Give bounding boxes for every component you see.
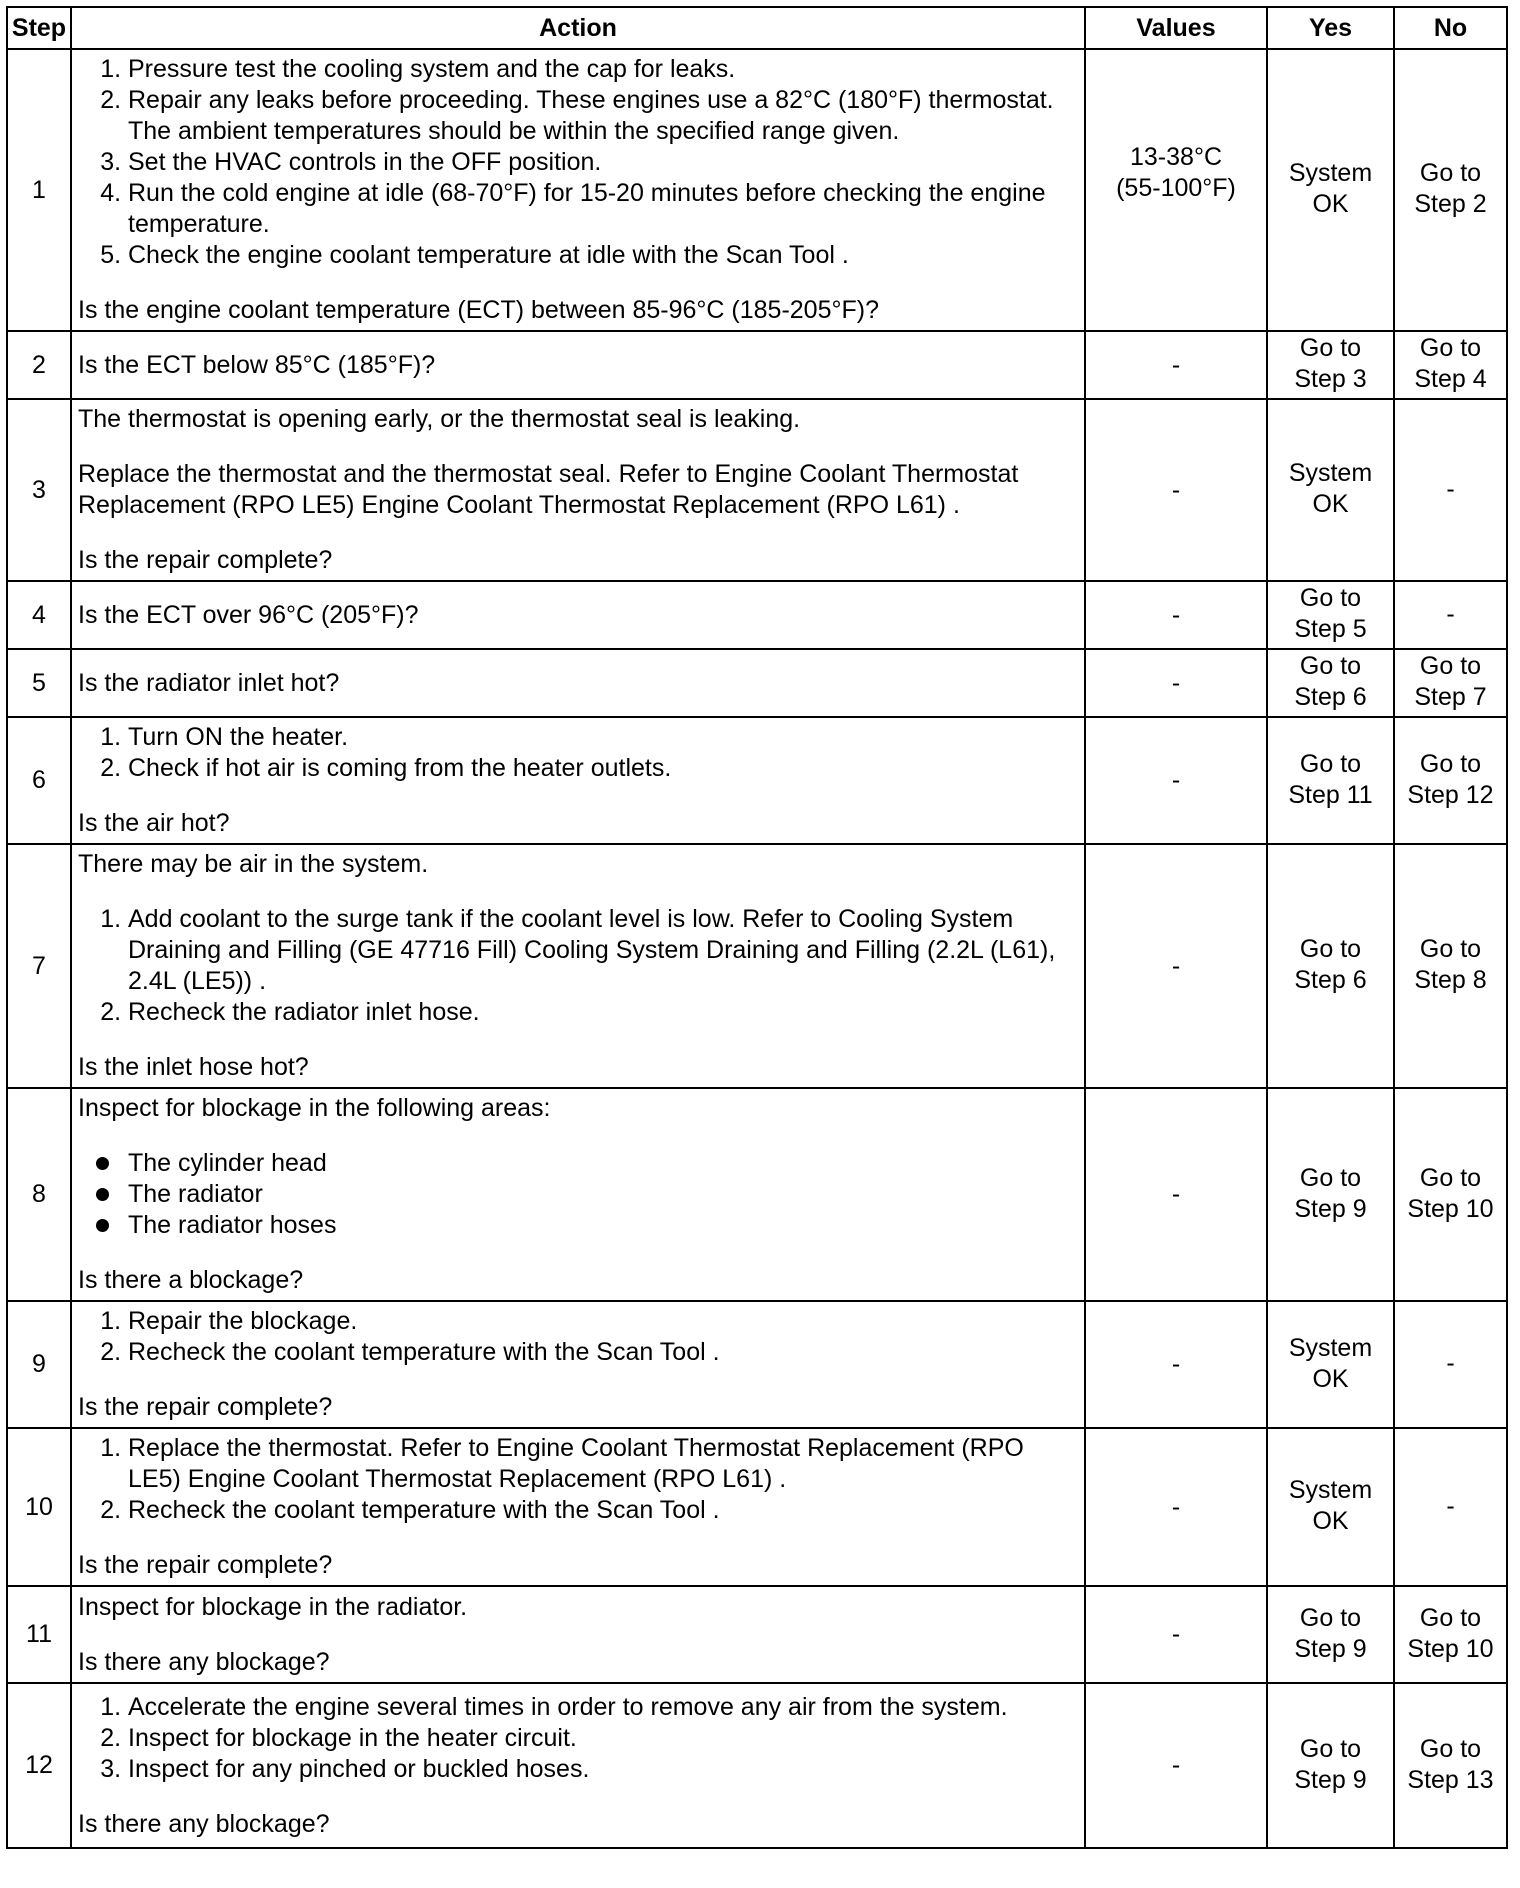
action-question: Is the ECT below 85°C (185°F)? [78, 350, 436, 379]
no-result: Go to Step 7 [1394, 649, 1507, 717]
header-no: No [1394, 7, 1507, 49]
action-step: 2. Recheck the radiator inlet hose. [128, 997, 1078, 1028]
list-item: The radiator [128, 1179, 1078, 1210]
value-cell: - [1085, 1088, 1267, 1301]
table-row [7, 1088, 1507, 1301]
yes-result: System OK [1267, 1428, 1394, 1586]
action-cell [71, 717, 1085, 844]
action-step: 1. Replace the thermostat. Refer to Engine Coolant Thermostat Replacement (RPO LE5) Engine Coolant Thermostat Replacement (RPO L61) . [128, 1433, 1078, 1495]
step-number: 1 [7, 49, 71, 331]
action-cell [71, 1683, 1085, 1848]
yes-result: Go to Step 9 [1267, 1088, 1394, 1301]
value-cell: - [1085, 1428, 1267, 1586]
action-cell [71, 1586, 1085, 1683]
header-yes: Yes [1267, 7, 1394, 49]
value-cell: - [1085, 581, 1267, 649]
action-question: Is there any blockage? [78, 1809, 330, 1838]
step-number: 3 [7, 399, 71, 581]
action-intro: Inspect for blockage in the following areas: [78, 1094, 551, 1122]
step-number: 9 [7, 1301, 71, 1428]
action-question: Is there a blockage? [78, 1266, 304, 1294]
action-question: Is there any blockage? [78, 1647, 330, 1676]
table-row [7, 1586, 1507, 1683]
action-intro: The thermostat is opening early, or the thermostat seal is leaking. [78, 405, 801, 433]
action-step: 2. Recheck the coolant temperature with the Scan Tool . [128, 1495, 1078, 1526]
value-cell: - [1085, 649, 1267, 717]
action-cell [71, 1428, 1085, 1586]
action-step: 2. Recheck the coolant temperature with the Scan Tool . [128, 1337, 1078, 1368]
action-cell [71, 649, 1085, 717]
yes-result: Go to Step 9 [1267, 1586, 1394, 1683]
action-intro: There may be air in the system. [78, 850, 429, 878]
action-question: Is the engine coolant temperature (ECT) between 85-96°C (185-205°F)? [78, 296, 879, 324]
yes-result: Go to Step 9 [1267, 1683, 1394, 1848]
header-row [7, 7, 1507, 49]
action-cell [71, 1088, 1085, 1301]
no-result: Go to Step 10 [1394, 1088, 1507, 1301]
step-number: 10 [7, 1428, 71, 1586]
no-result: Go to Step 2 [1394, 49, 1507, 331]
table-row [7, 844, 1507, 1088]
no-result: Go to Step 13 [1394, 1683, 1507, 1848]
action-note: Replace the thermostat and the thermostat seal. Refer to Engine Coolant Thermostat Replacement (RPO LE5) Engine Coolant Thermostat Replacement (RPO L61) . [78, 460, 1019, 519]
value-cell: - [1085, 1586, 1267, 1683]
step-number: 7 [7, 844, 71, 1088]
action-step: 2. Repair any leaks before proceeding. These engines use a 82°C (180°F) thermostat. The ambient temperatures should be within the specified range given. [128, 85, 1078, 147]
header-step: Step [7, 7, 71, 49]
value-cell: - [1085, 844, 1267, 1088]
action-step: 1. Accelerate the engine several times in order to remove any air from the system. [128, 1692, 1078, 1723]
yes-result: Go to Step 3 [1267, 331, 1394, 399]
action-question: Is the air hot? [78, 809, 230, 837]
no-result: Go to Step 12 [1394, 717, 1507, 844]
action-steps [78, 1433, 1078, 1526]
yes-result: System OK [1267, 49, 1394, 331]
step-number: 11 [7, 1586, 71, 1683]
no-result: - [1394, 1301, 1507, 1428]
blockage-areas-list [78, 1148, 1078, 1241]
action-step: 3. Set the HVAC controls in the OFF position. [128, 147, 1078, 178]
step-number: 6 [7, 717, 71, 844]
table-row [7, 717, 1507, 844]
no-result: - [1394, 1428, 1507, 1586]
action-question: Is the radiator inlet hot? [78, 668, 340, 697]
action-steps [78, 1692, 1078, 1785]
action-question: Is the repair complete? [78, 546, 333, 574]
action-step: 1. Repair the blockage. [128, 1306, 1078, 1337]
yes-result: System OK [1267, 1301, 1394, 1428]
diagnostic-table [6, 6, 1508, 1849]
step-number: 5 [7, 649, 71, 717]
action-step: 3. Inspect for any pinched or buckled hoses. [128, 1754, 1078, 1785]
step-number: 8 [7, 1088, 71, 1301]
action-step: 1. Pressure test the cooling system and the cap for leaks. [128, 54, 1078, 85]
table-row [7, 1301, 1507, 1428]
action-step: 4. Run the cold engine at idle (68-70°F) for 15-20 minutes before checking the engine temperature. [128, 178, 1078, 240]
action-question: Is the ECT over 96°C (205°F)? [78, 600, 419, 629]
list-item: The radiator hoses [128, 1210, 1078, 1241]
step-number: 12 [7, 1683, 71, 1848]
yes-result: System OK [1267, 399, 1394, 581]
action-step: 2. Inspect for blockage in the heater circuit. [128, 1723, 1078, 1754]
action-step: 5. Check the engine coolant temperature at idle with the Scan Tool . [128, 240, 1078, 271]
value-cell: - [1085, 331, 1267, 399]
no-result: Go to Step 10 [1394, 1586, 1507, 1683]
yes-result: Go to Step 5 [1267, 581, 1394, 649]
value-cell: - [1085, 717, 1267, 844]
value-cell: 13-38°C (55-100°F) [1085, 49, 1267, 331]
action-step: 1. Turn ON the heater. [128, 722, 1078, 753]
table-row [7, 1428, 1507, 1586]
action-step: 2. Check if hot air is coming from the heater outlets. [128, 753, 1078, 784]
step-number: 2 [7, 331, 71, 399]
table-row [7, 399, 1507, 581]
no-result: Go to Step 8 [1394, 844, 1507, 1088]
action-cell [71, 581, 1085, 649]
no-result: Go to Step 4 [1394, 331, 1507, 399]
table-row [7, 1683, 1507, 1848]
action-cell [71, 399, 1085, 581]
table-row [7, 649, 1507, 717]
action-steps [78, 1306, 1078, 1368]
yes-result: Go to Step 6 [1267, 649, 1394, 717]
action-question: Is the repair complete? [78, 1551, 333, 1579]
step-number: 4 [7, 581, 71, 649]
value-cell: - [1085, 1301, 1267, 1428]
no-result: - [1394, 581, 1507, 649]
header-values: Values [1085, 7, 1267, 49]
action-step: 1. Add coolant to the surge tank if the coolant level is low. Refer to Cooling System Draining and Filling (GE 47716 Fill) Cooling System Draining and Filling (2.2L (L61), 2.4L (LE5)) . [128, 904, 1078, 997]
action-question: Is the inlet hose hot? [78, 1053, 309, 1081]
action-cell [71, 331, 1085, 399]
action-intro: Inspect for blockage in the radiator. [78, 1592, 468, 1621]
action-cell [71, 49, 1085, 331]
value-cell: - [1085, 1683, 1267, 1848]
no-result: - [1394, 399, 1507, 581]
action-question: Is the repair complete? [78, 1393, 333, 1421]
table-row [7, 49, 1507, 331]
yes-result: Go to Step 11 [1267, 717, 1394, 844]
list-item: The cylinder head [128, 1148, 1078, 1179]
action-cell [71, 1301, 1085, 1428]
table-row [7, 581, 1507, 649]
value-cell: - [1085, 399, 1267, 581]
action-cell [71, 844, 1085, 1088]
action-steps [78, 904, 1078, 1028]
yes-result: Go to Step 6 [1267, 844, 1394, 1088]
action-steps [78, 722, 1078, 784]
table-row [7, 331, 1507, 399]
header-action: Action [71, 7, 1085, 49]
action-steps [78, 54, 1078, 271]
